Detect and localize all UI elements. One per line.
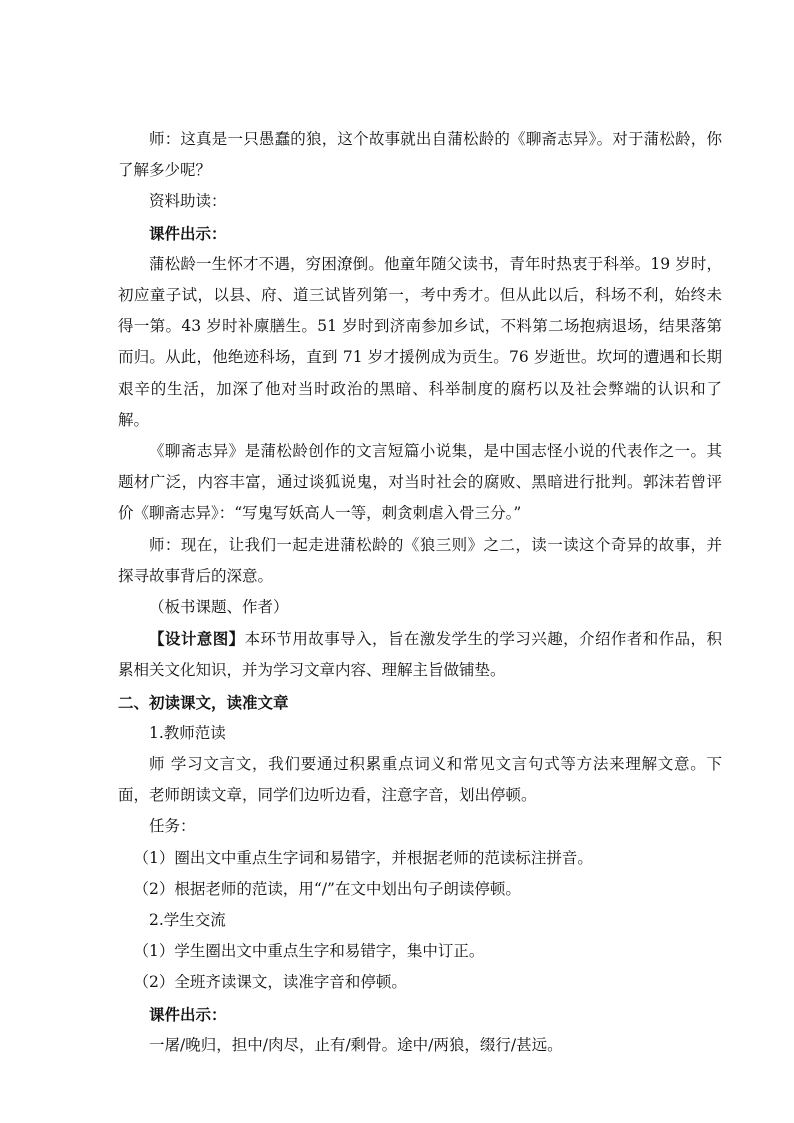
document-body	[118, 124, 722, 1061]
paragraph-book-intro: 《聊斋志异》是蒲松龄创作的文言短篇小说集，是中国志怪小说的代表作之一。其题材广泛，内容丰富，通过谈狐说鬼，对当时社会的腐败、黑暗进行批判。郭沫若曾评价《聊斋志异》：“写鬼写妖高人一等，刺贪刺虐入骨三分。”	[118, 442, 722, 523]
subheading-student-exchange: 2.学生交流	[149, 911, 226, 930]
paragraph-text-excerpt: 一屠/晚归，担中/肉尽，止有/剩骨。途中/两狼，缀行/甚远。	[149, 1035, 563, 1054]
paragraph-design-intent	[118, 623, 722, 686]
paragraph-author-bio: 蒲松龄一生怀才不遇，穷困潦倒。他童年随父读书，青年时热衷于科举。19 岁时，初应童子试，以县、府、道三试皆列第一，考中秀才。但从此以后，科场不利，始终未得一第。43 岁时补廪膳生。51 岁时到济南参加乡试，不料第二场抱病退场，结果落第而归。从此，他绝迹科场，直到 71 岁才援例成为贡生。76 岁逝世。坎坷的遭遇和长期艰辛的生活，加深了他对当时政治的黑暗、科举制度的腐朽以及社会弊端的认识和了解。	[118, 254, 722, 429]
design-intent-text: 本环节用故事导入，旨在激发学生的学习兴趣，介绍作者和作品，积累相关文化知识，并为学习文章内容、理解主旨做铺垫。	[118, 630, 722, 680]
courseware-heading: 课件出示：	[149, 223, 227, 243]
task-item-2: （2）根据老师的范读，用“/”在文中划出句子朗读停顿。	[133, 879, 521, 898]
task-item-1: （1）圈出文中重点生字词和易错字，并根据老师的范读标注拼音。	[133, 848, 593, 867]
paragraph-teacher-lead-in: 师：现在，让我们一起走进蒲松龄的《狼三则》之二，读一读这个奇异的故事，并探寻故事背后的深意。	[118, 535, 722, 585]
courseware-heading-2: 课件出示：	[149, 1004, 227, 1024]
design-intent-label: 【设计意图】	[149, 629, 245, 649]
paragraph-reading-aid: 资料助读：	[149, 192, 227, 211]
paragraph-teacher-question: 师：这真是一只愚蠢的狼，这个故事就出自蒲松龄的《聊斋志异》。对于蒲松龄，你了解多少呢？	[118, 130, 722, 180]
exchange-item-2: （2）全班齐读课文，读准字音和停顿。	[133, 973, 407, 992]
paragraph-task-label: 任务：	[149, 817, 196, 836]
exchange-item-1: （1）学生圈出文中重点生字和易错字，集中订正。	[133, 942, 485, 961]
paragraph-blackboard-note: （板书课题、作者）	[149, 598, 289, 617]
section-heading: 二、初读课文，读准文章	[118, 692, 289, 712]
paragraph-teacher-instruction: 师 学习文言文，我们要通过积累重点词义和常见文言句式等方法来理解文意。下面，老师朗读文章，同学们边听边看，注意字音，划出停顿。	[118, 755, 722, 805]
subheading-teacher-reading: 1.教师范读	[149, 723, 226, 742]
